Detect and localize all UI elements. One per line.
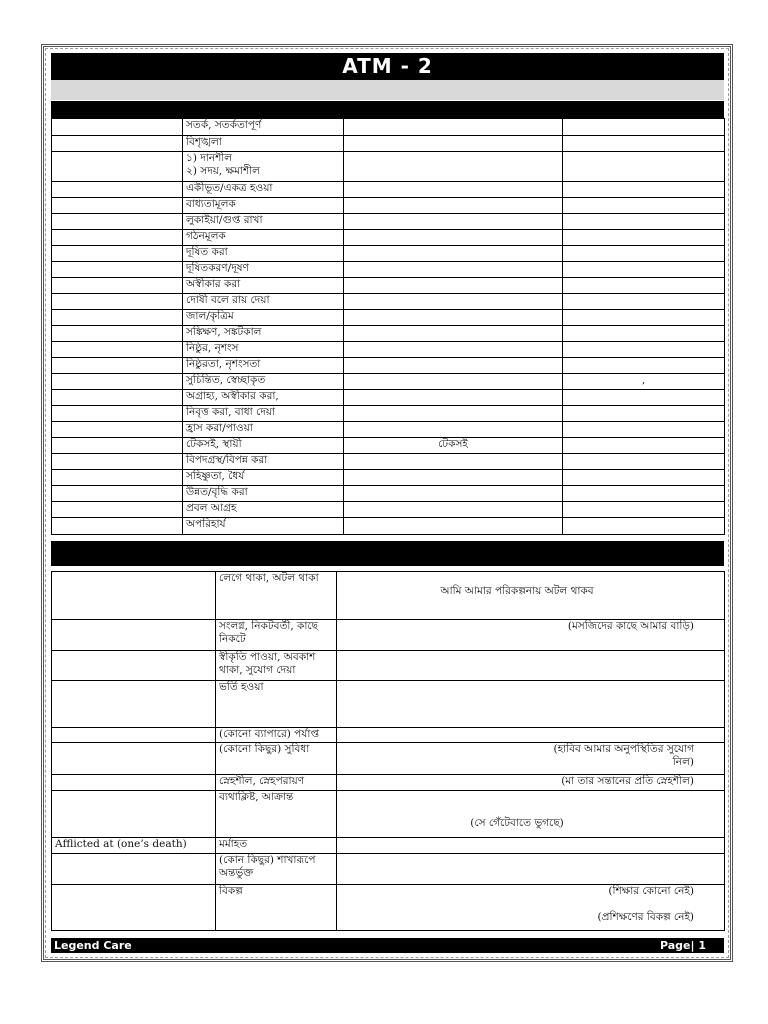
table1-word-cell [52, 119, 183, 136]
table1-row [52, 182, 725, 198]
section-header-2 [51, 541, 724, 566]
footer-page-number: Page| 1 [659, 939, 706, 952]
table1-example-cell [344, 422, 563, 438]
table1-word-cell [52, 486, 183, 502]
table1-word-cell [52, 422, 183, 438]
table2-meaning-cell: (কোনো কিছুর) সুবিধা [216, 743, 337, 775]
table2-word-cell [52, 791, 216, 838]
table1-note-cell [563, 326, 725, 342]
table1-row [52, 518, 725, 535]
table1-meaning-cell: অগ্রাহ্য, অস্বীকার করা, [183, 390, 344, 406]
table1-note-cell [563, 262, 725, 278]
table1-word-cell [52, 198, 183, 214]
table1-meaning-cell: টেকসই, স্থায়ী [183, 438, 344, 454]
table1-note-cell [563, 294, 725, 310]
table1-meaning-cell: জাল/কৃত্রিম [183, 310, 344, 326]
table1-meaning-cell: প্রবল আগ্রহ [183, 502, 344, 518]
table2-example-cell: (মসজিদের কাছে আমার বাড়ি) [337, 620, 725, 651]
table1-example-cell [344, 182, 563, 198]
table1-note-cell [563, 358, 725, 374]
table1-row [52, 454, 725, 470]
table1-note-cell [563, 246, 725, 262]
table1-meaning-cell: উন্নত/বৃদ্ধি করা [183, 486, 344, 502]
table2-word-cell: Afflicted at (one’s death) [52, 838, 216, 854]
table1-example-cell [344, 358, 563, 374]
table2-word-cell [52, 572, 216, 620]
table1-row [52, 374, 725, 390]
table1-example-cell [344, 374, 563, 390]
table1-meaning-cell: দোষী বলে রায় দেয়া [183, 294, 344, 310]
table1-example-cell [344, 326, 563, 342]
table1-note-cell [563, 230, 725, 246]
table1-example-cell [344, 119, 563, 136]
table2-example-cell [337, 854, 725, 885]
table2-meaning-cell: স্নেহশীল, স্নেহপরায়ণ [216, 775, 337, 791]
table1-example-cell [344, 136, 563, 152]
table2-word-cell [52, 728, 216, 743]
table1-note-cell [563, 390, 725, 406]
table1-row [52, 262, 725, 278]
table1-example-cell [344, 342, 563, 358]
table1-note-cell [563, 152, 725, 182]
vocab-table-1 [51, 118, 725, 535]
vocab-table-2 [51, 571, 725, 931]
table2-row [52, 854, 725, 885]
table1-row [52, 246, 725, 262]
table1-note-cell [563, 278, 725, 294]
table2-example-cell: (হাবিব আমার অনুপস্থিতির সুযোগ নিল) [337, 743, 725, 775]
table1-word-cell [52, 294, 183, 310]
table1-note-cell [563, 310, 725, 326]
table2-word-cell [52, 743, 216, 775]
table1-note-cell [563, 502, 725, 518]
table1-note-cell [563, 518, 725, 535]
table2-meaning-cell: মর্মাহত [216, 838, 337, 854]
table1-meaning-cell: সুচিন্তিত, স্বেচ্ছাকৃত [183, 374, 344, 390]
table2-example-cell: (মা তার সন্তানের প্রতি স্নেহশীল) [337, 775, 725, 791]
table1-word-cell [52, 182, 183, 198]
table1-example-cell [344, 214, 563, 230]
table2-example-cell [337, 728, 725, 743]
table1-example-cell [344, 152, 563, 182]
table1-row [52, 422, 725, 438]
table2-example-cell: আমি আমার পরিকল্পনায় অটল থাকব [337, 572, 725, 620]
table1-note-cell: , [563, 374, 725, 390]
table1-example-cell [344, 390, 563, 406]
table1-row [52, 310, 725, 326]
table2-example-cell [337, 838, 725, 854]
table1-word-cell [52, 278, 183, 294]
table1-word-cell [52, 438, 183, 454]
table1-example-cell [344, 278, 563, 294]
table1-example-cell [344, 486, 563, 502]
footer-bar [51, 938, 724, 953]
table1-word-cell [52, 502, 183, 518]
table1-meaning-cell: সতর্ক, সতর্কতাপূর্ণ [183, 119, 344, 136]
table2-meaning-cell: সংলগ্ন, নিকটবর্তী, কাছে নিকটে [216, 620, 337, 651]
table1-word-cell [52, 358, 183, 374]
table1-row [52, 438, 725, 454]
table1-word-cell [52, 310, 183, 326]
page-title: ATM - 2 [51, 53, 724, 80]
footer-brand: Legend Care [54, 939, 132, 952]
table1-note-cell [563, 438, 725, 454]
table2-meaning-cell: (কোন কিছুর) শাখারূপে অন্তর্ভুক্ত [216, 854, 337, 885]
table1-meaning-cell: গঠনমূলক [183, 230, 344, 246]
table2-row [52, 681, 725, 728]
table1-word-cell [52, 326, 183, 342]
table2-meaning-cell: লেগে থাকা, অটল থাকা [216, 572, 337, 620]
table1-word-cell [52, 374, 183, 390]
table1-meaning-cell: বিশৃঙ্খলা [183, 136, 344, 152]
table1-meaning-cell: দূষিত করা [183, 246, 344, 262]
table1-row [52, 486, 725, 502]
table2-row [52, 651, 725, 681]
table1-example-cell [344, 198, 563, 214]
table1-example-cell [344, 454, 563, 470]
table1-meaning-cell: দূষিতকরণ/দূষণ [183, 262, 344, 278]
table1-word-cell [52, 152, 183, 182]
table2-row [52, 791, 725, 838]
table1-row [52, 294, 725, 310]
table1-row [52, 230, 725, 246]
table1-note-cell [563, 454, 725, 470]
table1-example-cell [344, 262, 563, 278]
table1-row [52, 278, 725, 294]
table2-meaning-cell: (কোনো ব্যাপারে) পর্যাপ্ত [216, 728, 337, 743]
table1-note-cell [563, 342, 725, 358]
table2-row [52, 775, 725, 791]
table2-meaning-cell: স্বীকৃতি পাওয়া, অবকাশ থাকা, সুযোগ দেয়া [216, 651, 337, 681]
table1-example-cell [344, 406, 563, 422]
table1-meaning-cell: নিবৃত্ত করা, বাধা দেয়া [183, 406, 344, 422]
table2-row [52, 885, 725, 931]
table1-word-cell [52, 518, 183, 535]
table1-word-cell [52, 262, 183, 278]
table2-meaning-cell: ব্যথাক্লিষ্ট, আক্রান্ত [216, 791, 337, 838]
table1-meaning-cell: বিপদগ্রস্থ/বিপন্ন করা [183, 454, 344, 470]
table1-row [52, 358, 725, 374]
table1-row [52, 470, 725, 486]
table1-note-cell [563, 198, 725, 214]
table1-example-cell [344, 230, 563, 246]
table1-row [52, 198, 725, 214]
table2-row [52, 620, 725, 651]
table1-word-cell [52, 406, 183, 422]
table2-example-cell: (সে গেঁটেবাতে ভুগছে) [337, 791, 725, 838]
table1-example-cell [344, 246, 563, 262]
table1-example-cell [344, 502, 563, 518]
table2-word-cell [52, 775, 216, 791]
table1-note-cell [563, 182, 725, 198]
table1-meaning-cell: নিষ্ঠুরতা, নৃশংসতা [183, 358, 344, 374]
section-header-1 [51, 101, 724, 118]
table1-row [52, 326, 725, 342]
table1-meaning-cell: হ্রাস করা/পাওয়া [183, 422, 344, 438]
table2-example-cell [337, 651, 725, 681]
table1-note-cell [563, 422, 725, 438]
table2-word-cell [52, 854, 216, 885]
table1-word-cell [52, 470, 183, 486]
table1-word-cell [52, 246, 183, 262]
table1-example-cell [344, 518, 563, 535]
table1-row [52, 214, 725, 230]
table2-row [52, 743, 725, 775]
table1-word-cell [52, 136, 183, 152]
table1-word-cell [52, 390, 183, 406]
table1-row [52, 152, 725, 182]
table1-meaning-cell: সঙ্কিক্ষণ, সঙ্কটকাল [183, 326, 344, 342]
table1-meaning-cell: নিষ্ঠুর, নৃশংস [183, 342, 344, 358]
table1-meaning-cell: অপরিহার্য [183, 518, 344, 535]
table1-word-cell [52, 342, 183, 358]
subtitle-bar [51, 80, 724, 100]
table2-example-cell [337, 681, 725, 728]
table1-note-cell [563, 119, 725, 136]
table1-note-cell [563, 406, 725, 422]
table2-meaning-cell: বিকল্প [216, 885, 337, 931]
table1-row [52, 342, 725, 358]
table1-note-cell [563, 214, 725, 230]
table1-word-cell [52, 214, 183, 230]
table1-row [52, 136, 725, 152]
table2-row [52, 838, 725, 854]
table1-row [52, 406, 725, 422]
table1-example-cell: টেকসই [344, 438, 563, 454]
table1-example-cell [344, 310, 563, 326]
table2-word-cell [52, 885, 216, 931]
table2-example-cell: (শিক্ষার কোনো নেই) (প্রশিক্ষণের বিকল্প নেই) [337, 885, 725, 931]
table1-note-cell [563, 486, 725, 502]
table1-word-cell [52, 230, 183, 246]
table1-meaning-cell: সহিষ্ণুতা, ধৈর্য [183, 470, 344, 486]
table1-row [52, 502, 725, 518]
table2-row [52, 728, 725, 743]
table1-row [52, 390, 725, 406]
table1-meaning-cell: একীভূত/একত্র হওয়া [183, 182, 344, 198]
table2-word-cell [52, 681, 216, 728]
table1-meaning-cell: লুকাইয়া/গুপ্ত রাখা [183, 214, 344, 230]
table1-note-cell [563, 470, 725, 486]
table1-meaning-cell: অস্বীকার করা [183, 278, 344, 294]
table1-meaning-cell: ১) দানশীল ২) সদয়, ক্ষমাশীল [183, 152, 344, 182]
table2-word-cell [52, 651, 216, 681]
table1-note-cell [563, 136, 725, 152]
table1-example-cell [344, 470, 563, 486]
table1-word-cell [52, 454, 183, 470]
table1-meaning-cell: বাধ্যতামূলক [183, 198, 344, 214]
table2-word-cell [52, 620, 216, 651]
table1-example-cell [344, 294, 563, 310]
table1-row [52, 119, 725, 136]
table2-meaning-cell: ভর্তি হওয়া [216, 681, 337, 728]
table2-row [52, 572, 725, 620]
